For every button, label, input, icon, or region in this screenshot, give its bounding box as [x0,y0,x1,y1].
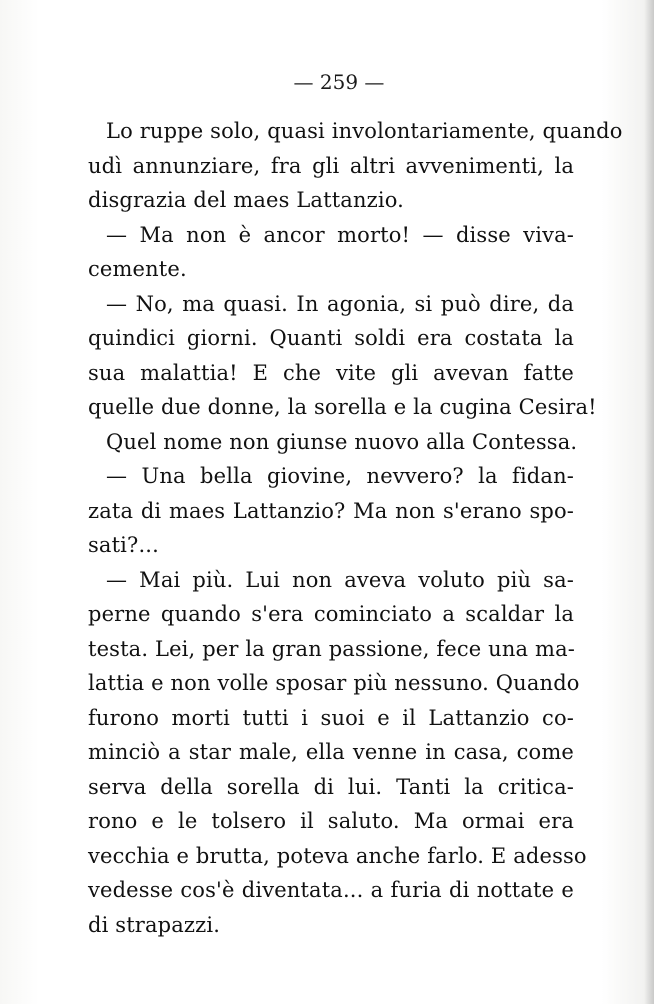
text-line: sati?... [88,533,159,557]
text-line: lattia e non volle sposar più nessuno. Quando [88,671,580,695]
text-line: minciò a star male, ella venne in casa, come [88,740,574,764]
text-line: cemente. [88,257,187,281]
page-edge-shadow [644,0,654,1004]
text-line: disgrazia del maes Lattanzio. [88,188,404,212]
text-line: vecchia e brutta, poteva anche farlo. E adesso [88,843,587,868]
text-line: — Mai più. Lui non aveva voluto più sa- [106,567,574,592]
text-line: zata di maes Lattanzio? Ma non s'erano spo- [88,498,574,523]
text-line: serva della sorella di lui. Tanti la critica- [88,774,574,799]
text-line: Quel nome non giunse nuovo alla Contessa. [106,429,578,454]
text-line: udì annunziare, fra gli altri avvenimenti, la [88,153,574,178]
text-line: — Una bella giovine, nevvero? la fidan- [106,464,574,488]
text-line: quindici giorni. Quanti soldi era costata la [88,326,574,350]
text-line: rono e le tolsero il saluto. Ma ormai era [88,809,574,833]
text-line: perne quando s'era cominciato a scaldar la [88,602,574,626]
text-line: sua malattia! E che vite gli avevan fatte [88,360,574,385]
text-line: — No, ma quasi. In agonia, si può dire, da [106,291,574,316]
text-line: furono morti tutti i suoi e il Lattanzio co- [88,705,574,730]
text-line: quelle due donne, la sorella e la cugina Cesira! [88,395,597,419]
body-text [88,114,623,942]
text-line: testa. Lei, per la gran passione, fece una ma- [88,636,576,661]
text-line: vedesse cos'è diventata... a furia di nottate e [88,878,574,902]
text-line: di strapazzi. [88,912,221,937]
page-number: — 259 — [293,70,385,94]
text-line: — Ma non è ancor morto! — disse viva- [106,222,574,247]
text-line: Lo ruppe solo, quasi involontariamente, quando [106,119,623,143]
